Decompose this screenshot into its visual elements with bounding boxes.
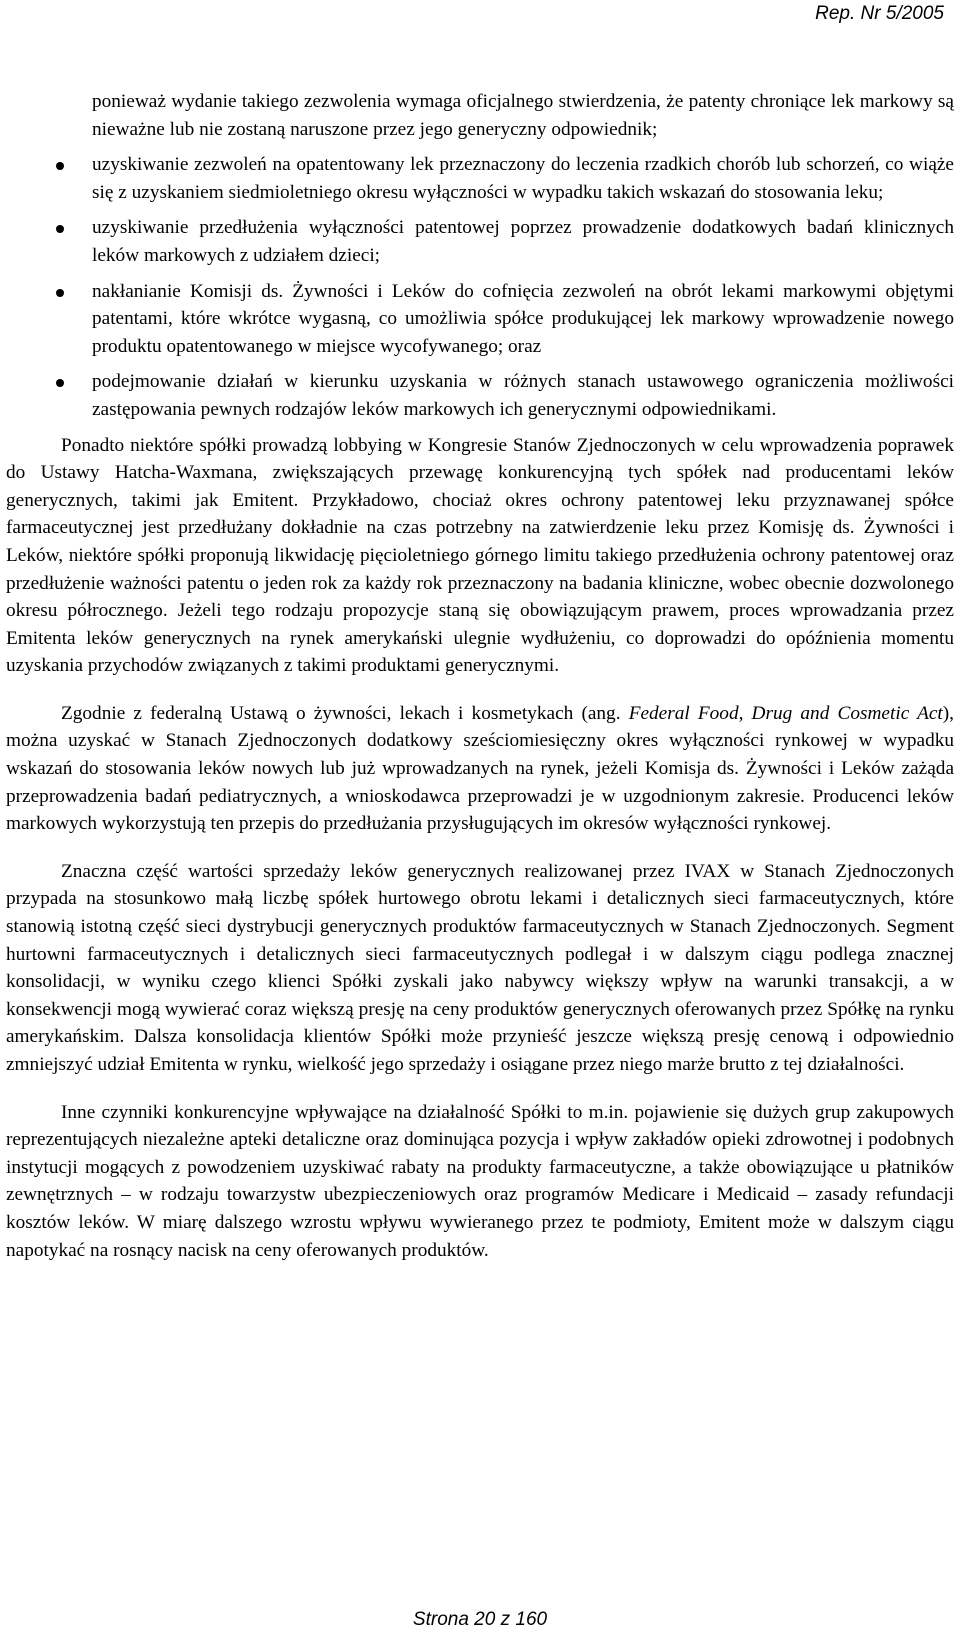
list-item-text: nakłanianie Komisji ds. Żywności i Leków do cofnięcia zezwoleń na obrót lekami markowymi objętymi patentami, które wkrótce wygasną, co umożliwia spółce produkującej lek markowy wprowadzenie nowego produktu opatentowanego w miejsce wycofywanego; oraz	[92, 280, 954, 357]
list-item	[6, 151, 954, 206]
paragraph-pediatric-exclusivity	[6, 700, 954, 838]
list-item-text: uzyskiwanie przedłużenia wyłączności patentowej poprzez prowadzenie dodatkowych badań klinicznych leków markowych z udziałem dzieci;	[92, 217, 954, 266]
bullet-dot-icon	[56, 379, 64, 387]
paragraph-text: Zgodnie z federalną Ustawą o żywności, lekach i kosmetykach (ang.	[61, 702, 629, 724]
list-item-text: ponieważ wydanie takiego zezwolenia wymaga oficjalnego stwierdzenia, że patenty chroniące lek markowy są nieważne lub nie zostaną naruszone przez jego generyczny odpowiednik;	[92, 91, 954, 140]
bullet-dot-icon	[56, 289, 64, 297]
list-item	[6, 278, 954, 361]
list-item-text: podejmowanie działań w kierunku uzyskania w różnych stanach ustawowego ograniczenia możliwości zastępowania pewnych rodzajów leków markowych ich generycznymi odpowiednikami.	[92, 371, 954, 420]
paragraph-text: ), można uzyskać w Stanach Zjednoczonych dodatkowy sześciomiesięczny okres wyłączności rynkowej w wypadku wskazań do stosowania leków nowych lub już wprowadzanych na rynek, jeżeli Komisja ds. Żywności i Leków zażąda przeprowadzenia badań pediatrycznych, a wnioskodawca przeprowadzi je w uzgodnionym zakresie. Producenci leków markowych wykorzystują ten przepis do przedłużania przysługujących im okresów wyłączności rynkowej.	[6, 702, 955, 835]
bullet-dot-icon	[56, 225, 64, 233]
page-number-footer: Strona 20 z 160	[412, 1609, 548, 1630]
list-item	[6, 368, 954, 423]
act-name-italic: Federal Food, Drug and Cosmetic Act	[628, 702, 943, 724]
bullet-list	[6, 88, 954, 424]
list-item	[6, 88, 954, 143]
paragraph-other-factors: Inne czynniki konkurencyjne wpływające na działalność Spółki to m.in. pojawienie się dużych grup zakupowych reprezentujących niezależne apteki detaliczne oraz dominująca pozycja i wpływ zakładów opieki zdrowotnej i podobnych instytucji mogących z powodzeniem uzyskiwać rabaty na produkty farmaceutyczne, a także obowiązujące u płatników zewnętrznych – w rodzaju towarzystw ubezpieczeniowych oraz programów Medicare i Medicaid – zasady refundacji kosztów leków. W miarę dalszego wzrostu wpływu wywieranego przez te podmioty, Emitent może w dalszym ciągu napotykać na rosnący nacisk na ceny oferowanych produktów.	[6, 1101, 954, 1261]
list-item	[6, 214, 954, 269]
report-number-header: Rep. Nr 5/2005	[815, 3, 944, 24]
paragraph-lobbying: Ponadto niektóre spółki prowadzą lobbying w Kongresie Stanów Zjednoczonych w celu wprowadzenia poprawek do Ustawy Hatcha-Waxmana, zwiększających przewagę konkurencyjną tych spółek nad producentami leków generycznych, takimi jak Emitent. Przykładowo, chociaż okres ochrony patentowej leku przyznawanej spółce farmaceutycznej jest przedłużany dokładnie na czas potrzebny na zatwierdzenie leku przez Komisję ds. Żywności i Leków, niektóre spółki proponują likwidację pięcioletniego górnego limitu takiego przedłużenia ochrony patentowej oraz przedłużenie ważności patentu o jeden rok za każdy rok przeznaczony na badania kliniczne, wobec obecnie dozwolonego okresu półrocznego. Jeżeli tego rodzaju propozycje staną się obowiązującym prawem, proces wprowadzania przez Emitenta leków generycznych na rynek amerykański ulegnie wydłużeniu, co doprowadzi do opóźnienia momentu uzyskania przychodów związanych z takimi produktami generycznymi.	[6, 434, 954, 677]
bullet-dot-icon	[56, 162, 64, 170]
paragraph-consolidation: Znaczna część wartości sprzedaży leków generycznych realizowanej przez IVAX w Stanach Zjednoczonych przypada na stosunkowo małą liczbę spółek hurtowego obrotu lekami i detalicznych sieci farmaceutycznych, które stanowią istotną część sieci dystrybucji generycznych produktów farmaceutycznych w Stanach Zjednoczonych. Segment hurtowni farmaceutycznych i detalicznych sieci farmaceutycznych podlegał i w dalszym ciągu podlega znacznej konsolidacji, w wyniku czego klienci Spółki zyskali jako nabywcy większy wpływ na warunki transakcji, a w konsekwencji mogą wywierać coraz większą presję na ceny produktów generycznych oferowanych przez Spółkę na rynku amerykańskim. Dalsza konsolidacja klientów Spółki może przynieść jeszcze większą presję cenową i odpowiednio zmniejszyć udział Emitenta w rynku, wielkość jego sprzedaży i osiągane przez niego marże brutto z tej działalności.	[6, 860, 954, 1075]
document-body	[6, 88, 954, 1284]
list-item-text: uzyskiwanie zezwoleń na opatentowany lek przeznaczony do leczenia rzadkich chorób lub schorzeń, co wiąże się z uzyskaniem siedmioletniego okresu wyłączności w wypadku takich wskazań do stosowania leku;	[92, 154, 954, 203]
